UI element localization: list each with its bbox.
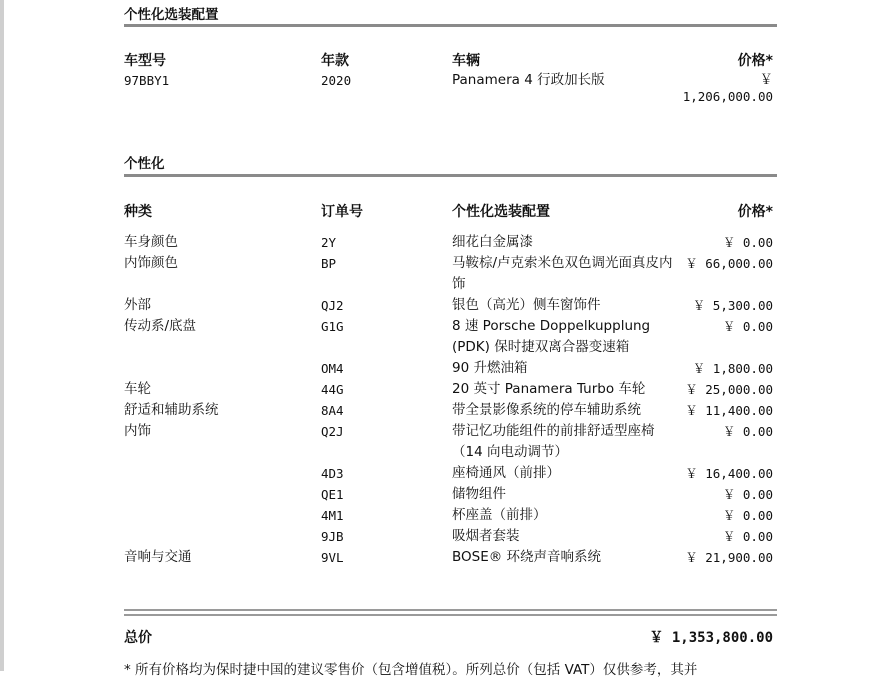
row-price: ￥ 5,300.00	[692, 298, 773, 313]
row-category: 内饰颜色	[124, 255, 178, 271]
personalization-title: 个性化	[124, 156, 165, 172]
row-description: 带全景影像系统的停车辅助系统	[452, 402, 641, 418]
row-order-no: 8A4	[321, 403, 344, 418]
row-description: 马鞍棕/卢克索米色双色调光面真皮内饰	[452, 255, 673, 292]
row-price: ￥ 0.00	[722, 424, 773, 439]
header-vehicle: 车辆	[452, 53, 480, 69]
row-order-no: QE1	[321, 487, 344, 502]
row-order-no: QJ2	[321, 298, 344, 313]
model-code-value: 97BBY1	[124, 73, 170, 88]
header-order-no: 订单号	[321, 204, 363, 220]
row-order-no: 4D3	[321, 466, 344, 481]
row-description: 吸烟者套装	[452, 528, 520, 544]
footnote: * 所有价格均为保时捷中国的建议零售价（包含增值税）。所列总价（包括 VAT）仅供参考，其并	[124, 662, 698, 678]
row-description: 带记忆功能组件的前排舒适型座椅（14 向电动调节）	[452, 423, 655, 460]
row-order-no: 9JB	[321, 529, 344, 544]
row-category: 车轮	[124, 381, 151, 397]
row-category: 外部	[124, 297, 151, 313]
total-value: ￥ 1,353,800.00	[649, 630, 773, 646]
row-price: ￥ 21,900.00	[685, 550, 773, 565]
header-price: 价格*	[737, 53, 773, 69]
row-price: ￥ 0.00	[722, 487, 773, 502]
total-label: 总价	[124, 630, 152, 646]
row-price: ￥ 0.00	[722, 529, 773, 544]
row-description: 90 升燃油箱	[452, 360, 528, 376]
row-description: BOSE® 环绕声音响系统	[452, 549, 602, 565]
row-price: ￥ 0.00	[722, 508, 773, 523]
row-order-no: BP	[321, 256, 337, 271]
row-price: ￥ 25,000.00	[685, 382, 773, 397]
row-order-no: 4M1	[321, 508, 344, 523]
row-order-no: OM4	[321, 361, 344, 376]
total-rule-bottom	[124, 614, 777, 616]
row-price: ￥ 66,000.00	[685, 256, 773, 271]
row-description: 20 英寸 Panamera Turbo 车轮	[452, 381, 646, 397]
vehicle-price-value: 1,206,000.00	[682, 89, 773, 104]
year-value: 2020	[321, 73, 352, 88]
header-year: 年款	[321, 53, 349, 69]
row-order-no: Q2J	[321, 424, 344, 439]
header-category: 种类	[124, 204, 152, 220]
config-title-rule	[124, 24, 777, 27]
row-price: ￥ 16,400.00	[685, 466, 773, 481]
header-option: 个性化选装配置	[452, 204, 550, 220]
row-category: 舒适和辅助系统	[124, 402, 219, 418]
total-rule-top	[124, 609, 777, 611]
row-category: 音响与交通	[124, 549, 192, 565]
row-order-no: 9VL	[321, 550, 344, 565]
row-description: 8 速 Porsche Doppelkupplung (PDK) 保时捷双离合器变速箱	[452, 318, 651, 355]
row-description: 银色（高光）侧车窗饰件	[452, 297, 601, 313]
row-description: 杯座盖（前排）	[452, 507, 547, 523]
row-description: 细花白金属漆	[452, 234, 533, 250]
row-description: 座椅通风（前排）	[452, 465, 560, 481]
config-title: 个性化选装配置	[124, 7, 219, 23]
left-edge-bar	[0, 0, 4, 671]
row-description: 储物组件	[452, 486, 506, 502]
header-model-code: 车型号	[124, 53, 166, 69]
row-price: ￥ 11,400.00	[685, 403, 773, 418]
header-option-price: 价格*	[737, 204, 773, 220]
row-order-no: 2Y	[321, 235, 337, 250]
row-category: 车身颜色	[124, 234, 178, 250]
row-category: 传动系/底盘	[124, 318, 197, 334]
vehicle-price-currency: ￥	[759, 72, 773, 88]
row-price: ￥ 0.00	[722, 319, 773, 334]
row-price: ￥ 1,800.00	[692, 361, 773, 376]
row-order-no: 44G	[321, 382, 344, 397]
row-order-no: G1G	[321, 319, 344, 334]
row-category: 内饰	[124, 423, 151, 439]
personalization-title-rule	[124, 174, 777, 177]
vehicle-name-value: Panamera 4 行政加长版	[452, 72, 605, 88]
row-price: ￥ 0.00	[722, 235, 773, 250]
